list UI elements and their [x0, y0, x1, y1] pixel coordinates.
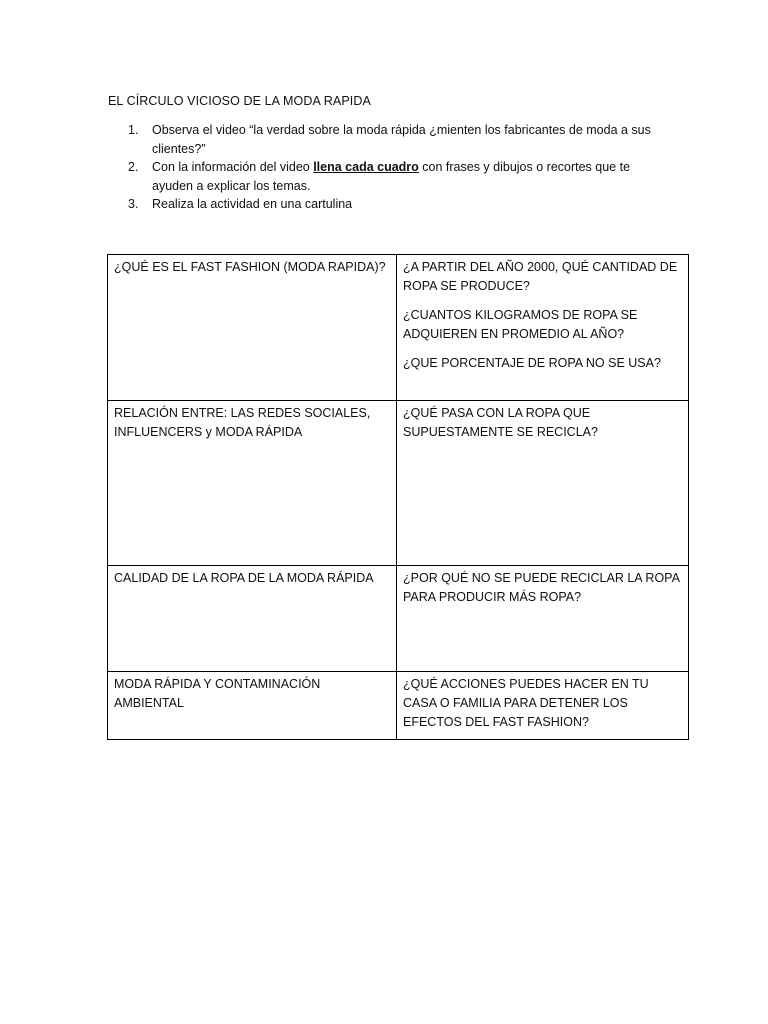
table-cell-actions[interactable] — [397, 672, 689, 740]
cell-question: CALIDAD DE LA ROPA DE LA MODA RÁPIDA — [114, 571, 374, 585]
instruction-emphasis: llena cada cuadro — [313, 160, 419, 174]
instruction-number: 2. — [128, 160, 139, 174]
cell-question: ¿QUE PORCENTAJE DE ROPA NO SE USA? — [403, 356, 661, 370]
cell-question: MODA RÁPIDA Y CONTAMINACIÓN AMBIENTAL — [114, 677, 321, 710]
activity-table — [107, 254, 689, 740]
table-row — [108, 672, 689, 740]
instructions-list — [128, 121, 668, 214]
table-cell-recycled-clothes[interactable] — [397, 401, 689, 566]
instruction-text: Realiza la actividad en una cartulina — [152, 197, 353, 211]
instruction-item — [128, 195, 668, 214]
instruction-item — [128, 121, 668, 158]
table-cell-quality[interactable] — [108, 566, 397, 672]
table-cell-pollution[interactable] — [108, 672, 397, 740]
table-row — [108, 255, 689, 401]
table-cell-recycling[interactable] — [397, 566, 689, 672]
table-cell-social-media[interactable] — [108, 401, 397, 566]
cell-question: ¿QUÉ ACCIONES PUEDES HACER EN TU CASA O FAMILIA PARA DETENER LOS EFECTOS DEL FAST FASHION? — [403, 677, 649, 729]
table-row — [108, 401, 689, 566]
cell-question: ¿QUÉ ES EL FAST FASHION (MODA RAPIDA)? — [114, 260, 386, 274]
cell-question: RELACIÓN ENTRE: LAS REDES SOCIALES, INFLUENCERS y MODA RÁPIDA — [114, 406, 371, 439]
table-cell-fast-fashion[interactable] — [108, 255, 397, 401]
cell-question: ¿A PARTIR DEL AÑO 2000, QUÉ CANTIDAD DE ROPA SE PRODUCE? — [403, 260, 678, 293]
instruction-text: Observa el video “la verdad sobre la moda rápida ¿mienten los fabricantes de moda a sus clientes?” — [152, 123, 651, 156]
instruction-item — [128, 158, 668, 195]
cell-question: ¿QUÉ PASA CON LA ROPA QUE SUPUESTAMENTE SE RECICLA? — [403, 406, 598, 439]
table-row — [108, 566, 689, 672]
cell-question: ¿POR QUÉ NO SE PUEDE RECICLAR LA ROPA PARA PRODUCIR MÁS ROPA? — [403, 571, 680, 604]
instruction-number: 3. — [128, 197, 139, 211]
page-title: EL CÍRCULO VICIOSO DE LA MODA RAPIDA — [108, 94, 371, 108]
instruction-text-end: con frases y dibujos o recortes que te ayuden a explicar los temas. — [152, 160, 631, 193]
instruction-number: 1. — [128, 123, 139, 137]
instruction-text-start: Con la información del video — [152, 160, 314, 174]
table-cell-production[interactable] — [397, 255, 689, 401]
cell-question: ¿CUANTOS KILOGRAMOS DE ROPA SE ADQUIEREN EN PROMEDIO AL AÑO? — [403, 308, 638, 341]
